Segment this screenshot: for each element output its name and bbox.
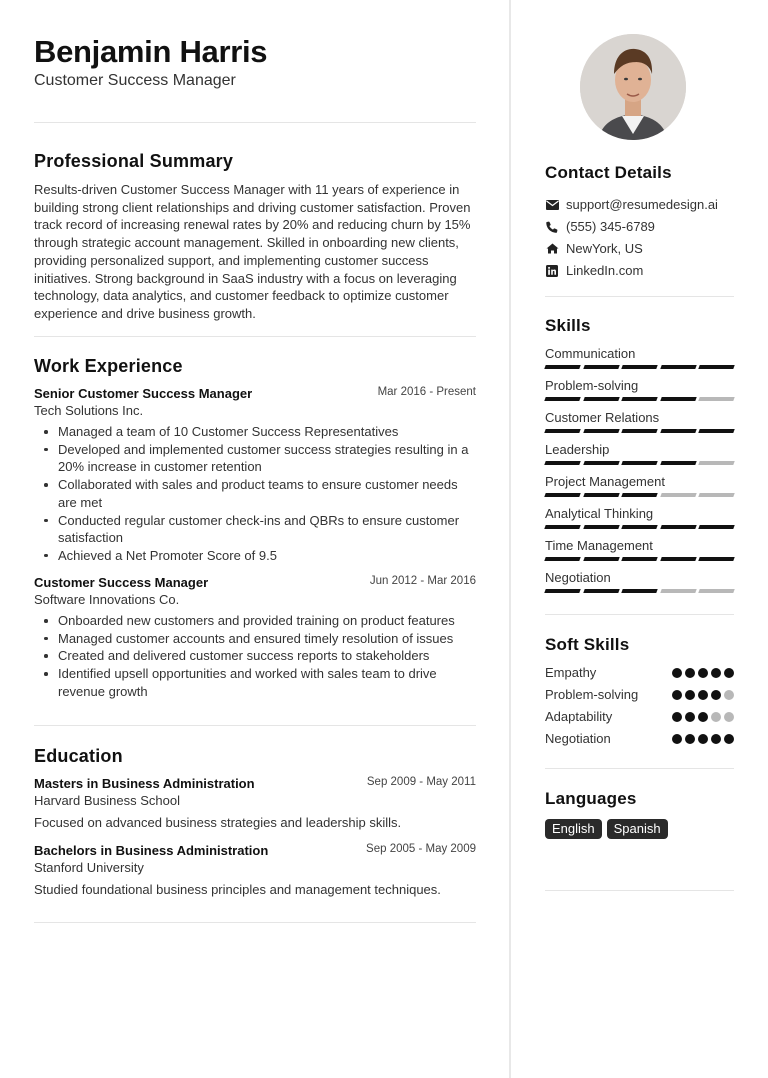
- skill-bar-segment: [660, 429, 696, 433]
- summary-heading: Professional Summary: [34, 151, 234, 171]
- skill-label: Analytical Thinking: [545, 506, 654, 521]
- email-text[interactable]: support@resumedesign.ai: [566, 197, 718, 212]
- soft-skill-item: [545, 709, 734, 724]
- rating-dot-icon: [724, 712, 734, 722]
- soft-skills-divider: [545, 768, 734, 769]
- rating-dot-icon: [672, 690, 682, 700]
- skill-level-bar: [545, 365, 734, 370]
- skill-label: Time Management: [545, 538, 653, 553]
- soft-skill-rating: [672, 712, 734, 722]
- soft-skill-item: [545, 731, 734, 746]
- candidate-name: Benjamin Harris: [34, 34, 268, 69]
- rating-dot-icon: [711, 668, 721, 678]
- skill-label: Negotiation: [545, 570, 611, 585]
- skill-label: Project Management: [545, 474, 665, 489]
- degree-title: Masters in Business Administration: [34, 776, 255, 791]
- skill-bar-segment: [621, 429, 657, 433]
- skill-bar-segment: [621, 493, 657, 497]
- skill-item: [545, 570, 734, 594]
- header-divider: [34, 122, 476, 123]
- skill-bar-segment: [544, 397, 580, 401]
- skill-bar-segment: [660, 589, 696, 593]
- rating-dot-icon: [672, 712, 682, 722]
- school-name: Harvard Business School: [34, 793, 180, 808]
- column-divider: [509, 0, 511, 1078]
- skill-bar-segment: [583, 397, 619, 401]
- skill-bar-segment: [699, 365, 735, 369]
- skill-item: [545, 474, 734, 498]
- skill-bar-segment: [583, 589, 619, 593]
- education-date: Sep 2009 - May 2011: [366, 776, 476, 788]
- job-entry: [34, 386, 476, 565]
- rating-dot-icon: [672, 734, 682, 744]
- skill-bar-segment: [621, 589, 657, 593]
- home-icon: [545, 242, 559, 256]
- linkedin-text[interactable]: LinkedIn.com: [566, 263, 644, 278]
- soft-skill-label: Problem-solving: [545, 687, 639, 702]
- skill-level-bar: [545, 461, 734, 466]
- education-description: Studied foundational business principles and management techniques.: [34, 882, 441, 897]
- rating-dot-icon: [711, 712, 721, 722]
- contact-email[interactable]: [545, 197, 718, 212]
- skill-level-bar: [545, 397, 734, 402]
- skill-bar-segment: [660, 525, 696, 529]
- education-description: Focused on advanced business strategies and leadership skills.: [34, 815, 402, 830]
- envelope-icon: [545, 198, 559, 212]
- skill-bar-segment: [699, 461, 735, 465]
- skill-bar-segment: [621, 397, 657, 401]
- job-entry: [34, 575, 476, 701]
- rating-dot-icon: [685, 734, 695, 744]
- profile-photo: [580, 34, 686, 140]
- rating-dot-icon: [711, 734, 721, 744]
- experience-heading: Work Experience: [34, 356, 183, 376]
- rating-dot-icon: [724, 690, 734, 700]
- education-entry: [34, 776, 476, 830]
- rating-dot-icon: [698, 690, 708, 700]
- skill-bar-segment: [660, 493, 696, 497]
- rating-dot-icon: [724, 668, 734, 678]
- skill-bar-segment: [544, 429, 580, 433]
- experience-divider: [34, 725, 476, 726]
- job-bullet: Collaborated with sales and product teams to ensure customer needs are met: [34, 476, 476, 511]
- contact-location: [545, 241, 643, 256]
- skill-bar-segment: [544, 589, 580, 593]
- rating-dot-icon: [685, 668, 695, 678]
- languages-heading: Languages: [545, 789, 637, 808]
- job-bullet: Achieved a Net Promoter Score of 9.5: [34, 547, 476, 565]
- contact-linkedin[interactable]: [545, 263, 643, 278]
- skill-bar-segment: [583, 493, 619, 497]
- location-text: NewYork, US: [566, 241, 643, 256]
- job-bullet: Managed customer accounts and ensured timely resolution of issues: [34, 630, 476, 648]
- skills-divider: [545, 614, 734, 615]
- rating-dot-icon: [724, 734, 734, 744]
- skill-item: [545, 538, 734, 562]
- skill-bar-segment: [699, 397, 735, 401]
- soft-skill-label: Negotiation: [545, 731, 611, 746]
- language-badge: Spanish: [607, 819, 668, 839]
- soft-skill-rating: [672, 668, 734, 678]
- phone-text: (555) 345-6789: [566, 219, 655, 234]
- contact-phone[interactable]: [545, 219, 655, 234]
- skill-bar-segment: [583, 461, 619, 465]
- skill-bar-segment: [544, 493, 580, 497]
- education-entry: [34, 843, 476, 897]
- school-name: Stanford University: [34, 860, 144, 875]
- skill-bar-segment: [699, 493, 735, 497]
- phone-icon: [545, 220, 559, 234]
- soft-skill-label: Adaptability: [545, 709, 613, 724]
- job-title: Customer Success Manager: [34, 575, 209, 590]
- rating-dot-icon: [698, 712, 708, 722]
- skill-bar-segment: [699, 429, 735, 433]
- skill-bar-segment: [621, 525, 657, 529]
- soft-skill-rating: [672, 690, 734, 700]
- soft-skill-item: [545, 687, 734, 702]
- skill-level-bar: [545, 493, 734, 498]
- skill-bar-segment: [544, 525, 580, 529]
- linkedin-icon: [545, 264, 559, 278]
- education-divider: [34, 922, 476, 923]
- skill-bar-segment: [699, 525, 735, 529]
- rating-dot-icon: [685, 690, 695, 700]
- summary-text: Results-driven Customer Success Manager with 11 years of experience in building strong client relationships and driving customer satisfaction. Proven track record of increasing renewal rates by 20% and reducing churn by 15% through strategic account management. Skilled in onboarding new clients, providing personalized support, and implementing customer success initiatives. Strong background in SaaS industry with a focus on leveraging technology, data analytics, and customer feedback to optimize customer experience and drive business growth.: [34, 182, 471, 321]
- skill-level-bar: [545, 589, 734, 594]
- skill-bar-segment: [660, 397, 696, 401]
- skill-label: Leadership: [545, 442, 610, 457]
- skill-label: Problem-solving: [545, 378, 639, 393]
- contact-heading: Contact Details: [545, 163, 672, 182]
- soft-skill-item: [545, 665, 734, 680]
- skill-bar-segment: [583, 429, 619, 433]
- skill-item: [545, 442, 734, 466]
- job-bullet: Managed a team of 10 Customer Success Representatives: [34, 423, 476, 441]
- job-date: Mar 2016 - Present: [377, 386, 476, 398]
- rating-dot-icon: [698, 668, 708, 678]
- education-heading: Education: [34, 746, 123, 766]
- skill-bar-segment: [621, 557, 657, 561]
- skill-item: [545, 346, 734, 370]
- skill-label: Customer Relations: [545, 410, 660, 425]
- rating-dot-icon: [711, 690, 721, 700]
- soft-skill-label: Empathy: [545, 665, 597, 680]
- language-badge: English: [545, 819, 602, 839]
- languages-divider: [545, 890, 734, 891]
- job-bullet: Conducted regular customer check-ins and QBRs to ensure customer satisfaction: [34, 512, 476, 547]
- skill-level-bar: [545, 557, 734, 562]
- skill-bar-segment: [660, 557, 696, 561]
- skill-bar-segment: [699, 557, 735, 561]
- job-company: Tech Solutions Inc.: [34, 403, 144, 418]
- job-title: Senior Customer Success Manager: [34, 386, 253, 401]
- skill-bar-segment: [621, 461, 657, 465]
- rating-dot-icon: [685, 712, 695, 722]
- languages-list: [545, 819, 668, 839]
- skill-bar-segment: [660, 461, 696, 465]
- skill-level-bar: [545, 525, 734, 530]
- contact-divider: [545, 296, 734, 297]
- skill-bar-segment: [583, 525, 619, 529]
- job-date: Jun 2012 - Mar 2016: [369, 575, 476, 587]
- skill-bar-segment: [544, 365, 580, 369]
- skill-item: [545, 410, 734, 434]
- soft-skill-rating: [672, 734, 734, 744]
- job-company: Software Innovations Co.: [34, 592, 180, 607]
- skill-item: [545, 506, 734, 530]
- job-bullet: Identified upsell opportunities and worked with sales team to drive revenue growth: [34, 665, 476, 700]
- skill-bar-segment: [621, 365, 657, 369]
- candidate-title: Customer Success Manager: [34, 72, 236, 89]
- skill-bar-segment: [583, 365, 619, 369]
- skill-bar-segment: [660, 365, 696, 369]
- job-bullet: Onboarded new customers and provided training on product features: [34, 612, 476, 630]
- summary-divider: [34, 336, 476, 337]
- soft-skills-heading: Soft Skills: [545, 635, 630, 654]
- rating-dot-icon: [672, 668, 682, 678]
- job-bullets: [34, 612, 476, 701]
- degree-title: Bachelors in Business Administration: [34, 843, 269, 858]
- job-bullet: Developed and implemented customer success strategies resulting in a 20% increase in customer retention: [34, 441, 476, 476]
- skill-item: [545, 378, 734, 402]
- job-bullets: [34, 423, 476, 565]
- person-photo-icon: [580, 34, 686, 140]
- skill-bar-segment: [544, 557, 580, 561]
- skill-bar-segment: [583, 557, 619, 561]
- skills-heading: Skills: [545, 316, 591, 335]
- skill-level-bar: [545, 429, 734, 434]
- skill-label: Communication: [545, 346, 636, 361]
- skill-bar-segment: [544, 461, 580, 465]
- rating-dot-icon: [698, 734, 708, 744]
- skill-bar-segment: [699, 589, 735, 593]
- job-bullet: Created and delivered customer success reports to stakeholders: [34, 647, 476, 665]
- education-date: Sep 2005 - May 2009: [366, 843, 476, 855]
